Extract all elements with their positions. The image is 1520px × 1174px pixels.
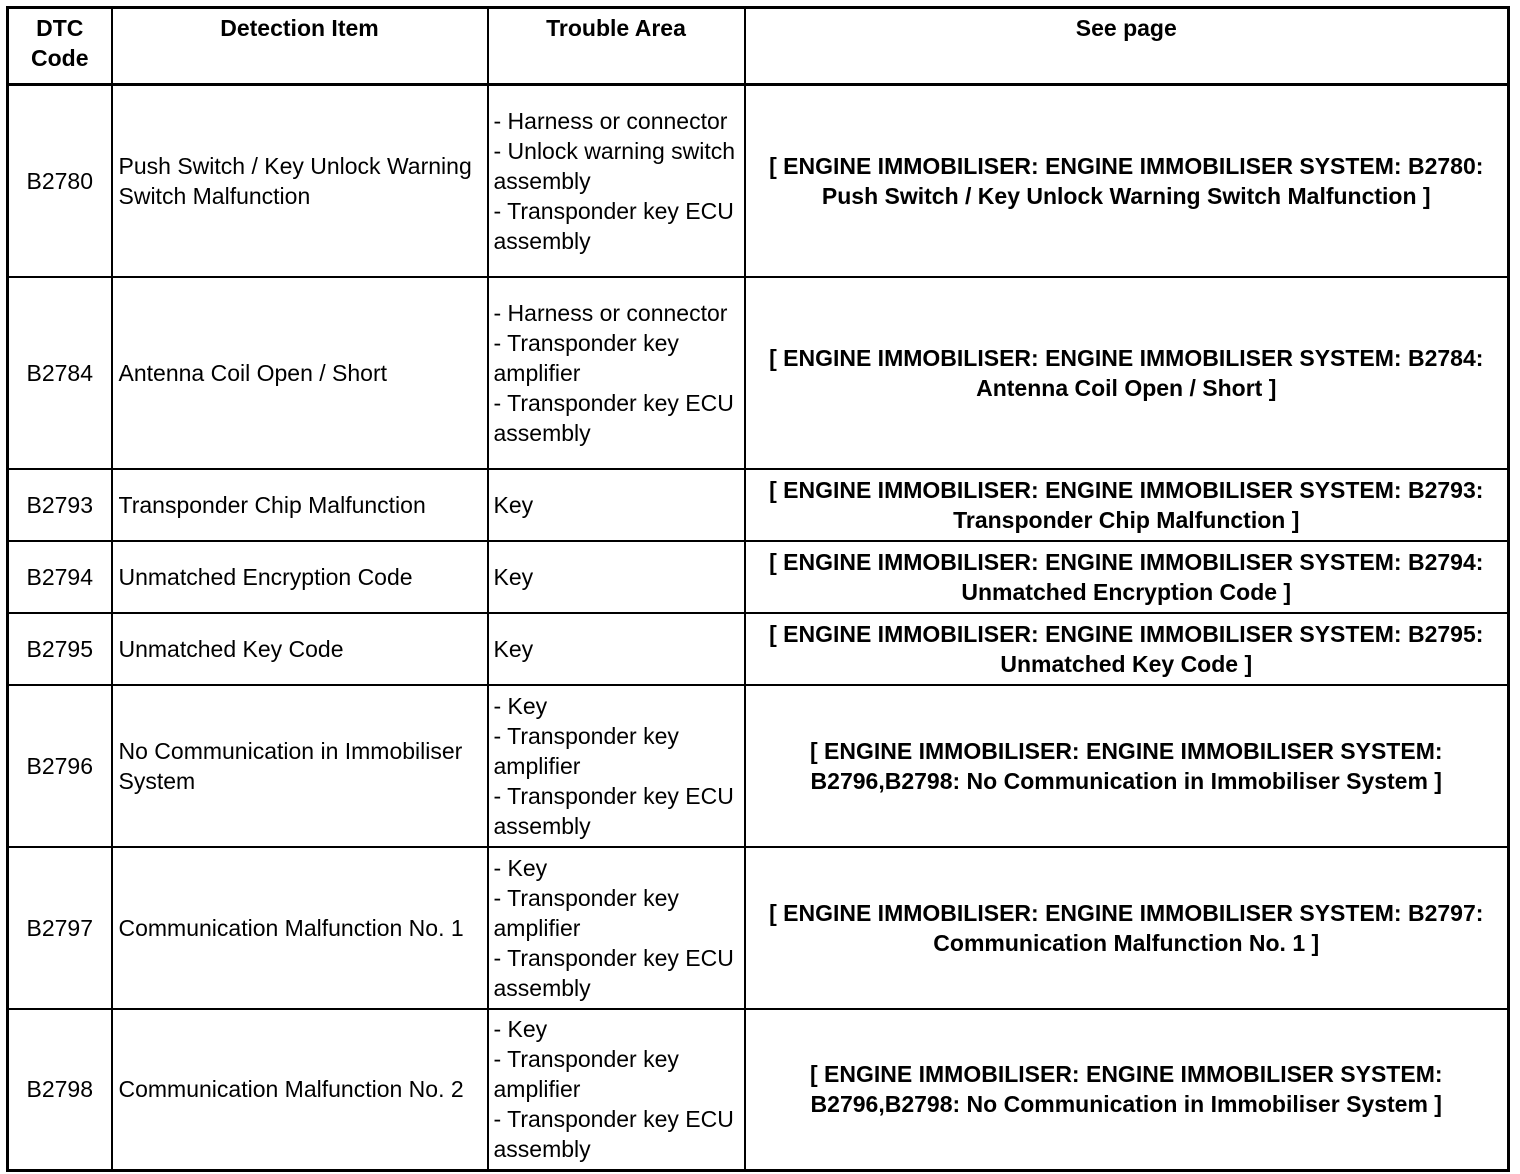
trouble-area-line: - Key xyxy=(493,692,548,719)
detection-item-cell: Unmatched Key Code xyxy=(112,613,488,685)
table-row xyxy=(8,613,1509,685)
trouble-area-line: - Transponder key amplifier xyxy=(493,1046,679,1103)
trouble-area-line: - Transponder key amplifier xyxy=(493,329,679,386)
see-page-link[interactable]: [ ENGINE IMMOBILISER: ENGINE IMMOBILISER SYSTEM: B2780: Push Switch / Key Unlock Warning Switch Malfunction ] xyxy=(745,85,1509,277)
detection-item-cell: Antenna Coil Open / Short xyxy=(112,277,488,469)
trouble-area-cell xyxy=(488,613,745,685)
detection-item-cell: Unmatched Encryption Code xyxy=(112,541,488,613)
dtc-code-cell: B2796 xyxy=(8,685,112,847)
header-dtc-code xyxy=(8,8,112,85)
trouble-area-line: - Transponder key ECU assembly xyxy=(493,197,734,254)
detection-item-cell: No Communication in Immobiliser System xyxy=(112,685,488,847)
see-page-link[interactable]: [ ENGINE IMMOBILISER: ENGINE IMMOBILISER SYSTEM: B2784: Antenna Coil Open / Short ] xyxy=(745,277,1509,469)
detection-item-cell: Push Switch / Key Unlock Warning Switch Malfunction xyxy=(112,85,488,277)
trouble-area-cell xyxy=(488,541,745,613)
dtc-code-cell: B2797 xyxy=(8,847,112,1009)
trouble-area-cell xyxy=(488,469,745,541)
trouble-area-line: - Transponder key amplifier xyxy=(493,884,679,941)
see-page-link[interactable]: [ ENGINE IMMOBILISER: ENGINE IMMOBILISER SYSTEM: B2797: Communication Malfunction No. 1 ] xyxy=(745,847,1509,1009)
trouble-area-line: - Harness or connector xyxy=(493,299,728,326)
dtc-table xyxy=(6,6,1510,1172)
dtc-code-cell: B2794 xyxy=(8,541,112,613)
see-page-link[interactable]: [ ENGINE IMMOBILISER: ENGINE IMMOBILISER SYSTEM: B2794: Unmatched Encryption Code ] xyxy=(745,541,1509,613)
trouble-area-line: - Key xyxy=(493,854,548,881)
dtc-code-cell: B2780 xyxy=(8,85,112,277)
header-see-page: See page xyxy=(745,8,1509,85)
trouble-area-cell xyxy=(488,847,745,1009)
detection-item-cell: Transponder Chip Malfunction xyxy=(112,469,488,541)
trouble-area-line: - Unlock warning switch assembly xyxy=(493,137,736,194)
see-page-link[interactable]: [ ENGINE IMMOBILISER: ENGINE IMMOBILISER SYSTEM: B2795: Unmatched Key Code ] xyxy=(745,613,1509,685)
see-page-link[interactable]: [ ENGINE IMMOBILISER: ENGINE IMMOBILISER SYSTEM: B2796,B2798: No Communication in Immobiliser System ] xyxy=(745,1009,1509,1171)
trouble-area-cell xyxy=(488,1009,745,1171)
table-row xyxy=(8,541,1509,613)
see-page-link[interactable]: [ ENGINE IMMOBILISER: ENGINE IMMOBILISER SYSTEM: B2793: Transponder Chip Malfunction ] xyxy=(745,469,1509,541)
trouble-area-line: - Transponder key ECU assembly xyxy=(493,944,734,1001)
see-page-link[interactable]: [ ENGINE IMMOBILISER: ENGINE IMMOBILISER SYSTEM: B2796,B2798: No Communication in Immobiliser System ] xyxy=(745,685,1509,847)
trouble-area-cell xyxy=(488,685,745,847)
header-detection-item: Detection Item xyxy=(112,8,488,85)
header-row xyxy=(8,8,1509,85)
trouble-area-line: Key xyxy=(493,635,534,662)
table-row xyxy=(8,847,1509,1009)
dtc-code-cell: B2793 xyxy=(8,469,112,541)
detection-item-cell: Communication Malfunction No. 2 xyxy=(112,1009,488,1171)
header-trouble-area: Trouble Area xyxy=(488,8,745,85)
trouble-area-line: - Transponder key ECU assembly xyxy=(493,1106,734,1163)
trouble-area-line: - Harness or connector xyxy=(493,107,728,134)
header-dtc-code-line2: Code xyxy=(31,45,89,71)
table-row xyxy=(8,1009,1509,1171)
trouble-area-line: - Transponder key ECU assembly xyxy=(493,782,734,839)
table-row xyxy=(8,277,1509,469)
dtc-code-cell: B2795 xyxy=(8,613,112,685)
dtc-code-cell: B2784 xyxy=(8,277,112,469)
table-row xyxy=(8,469,1509,541)
trouble-area-line: Key xyxy=(493,563,534,590)
trouble-area-line: - Key xyxy=(493,1016,548,1043)
table-row xyxy=(8,85,1509,277)
trouble-area-line: - Transponder key ECU assembly xyxy=(493,389,734,446)
trouble-area-cell xyxy=(488,277,745,469)
table-row xyxy=(8,685,1509,847)
dtc-code-cell: B2798 xyxy=(8,1009,112,1171)
header-dtc-code-line1: DTC xyxy=(36,15,84,41)
trouble-area-line: - Transponder key amplifier xyxy=(493,722,679,779)
detection-item-cell: Communication Malfunction No. 1 xyxy=(112,847,488,1009)
trouble-area-line: Key xyxy=(493,491,534,518)
trouble-area-cell xyxy=(488,85,745,277)
